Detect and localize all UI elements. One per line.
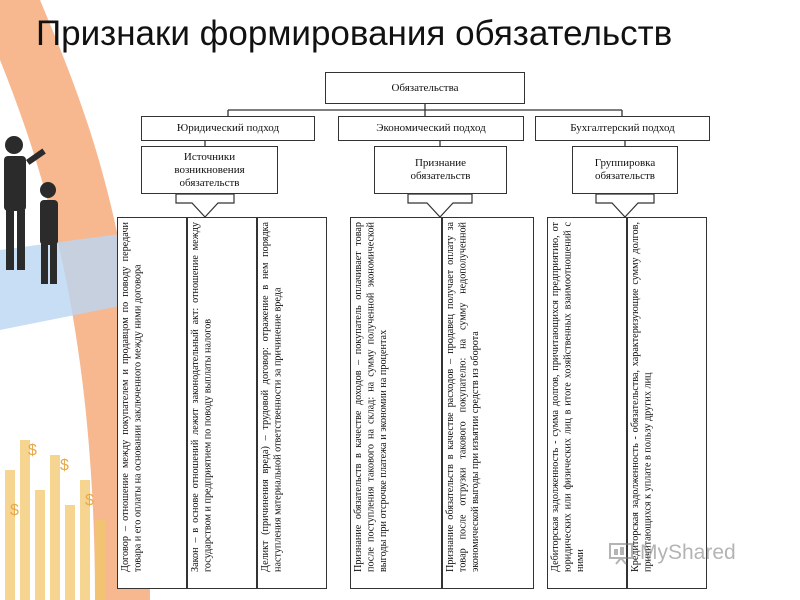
root-box: Обязательства [325,72,525,104]
arrow-down-icon [596,194,654,217]
watermark [608,538,778,568]
item-income [350,217,442,589]
item-contract [117,217,187,589]
sub-grouping: Группировка обязательств [572,146,678,194]
arrow-down-icon [176,194,234,217]
presentation-board-icon [608,541,634,565]
item-text: Признание обязательств в качестве доходов – покупатель оплачивает товар после поступления такового на склад: на сумму полученной экономической выгоды при отсрочке платежа и экономии на процентах [353,222,390,572]
slide-title: Признаки формирования обязательств [36,14,673,53]
item-text: Кредиторская задолженность - обязательства, характеризующие сумму долгов, причитающихся к уплате в пользу других лиц [630,222,654,572]
item-tort [257,217,327,589]
chevron-arrows [176,194,654,217]
item-text: Закон – в основе отношений лежит законодательный акт: отношение между государством и предприятием по поводу выплаты налогов [190,222,214,572]
item-expenses [442,217,534,589]
item-law [187,217,257,589]
item-text: Деликт (причинения вреда) – трудовой договор: отражение в нем порядка наступления материальной ответственности за причинение вреда [260,222,284,572]
item-text: Договор – отношение между покупателем и продавцом по поводу передачи товара и его оплаты на основании заключенного между ними договора [120,222,144,572]
svg-text:$: $ [10,502,19,519]
item-receivables [547,217,627,589]
watermark-text: MyShared [640,541,736,564]
approach-economic: Экономический подход [338,116,524,141]
item-text: Дебиторская задолженность - сумма долгов, причитающихся предприятию, от юридических или физических лиц в итоге хозяйственных взаимоотношений с ними [550,222,587,572]
svg-text:$: $ [28,442,37,459]
approach-accounting: Бухгалтерский подход [535,116,710,141]
arrow-down-icon [408,194,472,217]
svg-text:$: $ [85,492,94,509]
sub-recognition: Признание обязательств [374,146,507,194]
item-payables [627,217,707,589]
item-text: Признание обязательств в качестве расходов – продавец получает оплату за товар после отгрузки такового покупателю: на сумму недополученной экономической выгоды при изъятии средств из оборота [445,222,482,572]
svg-text:$: $ [60,457,69,474]
approach-legal: Юридический подход [141,116,315,141]
sub-sources: Источники возникновения обязательств [141,146,278,194]
